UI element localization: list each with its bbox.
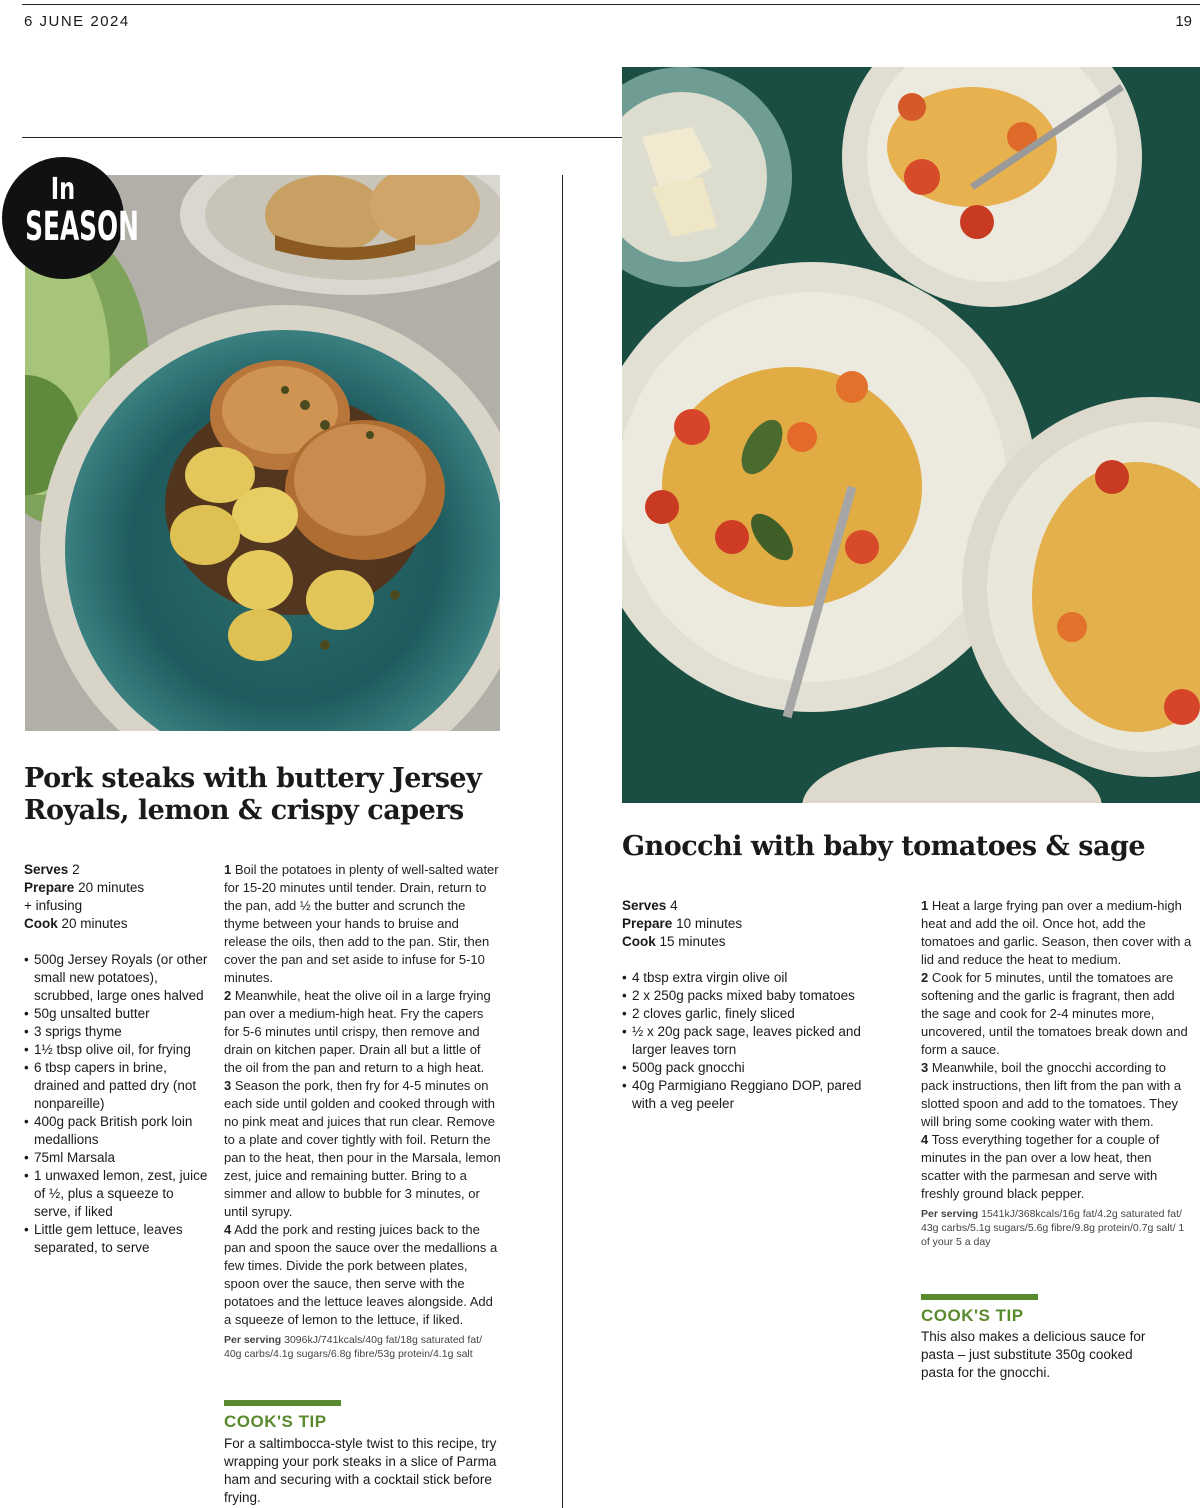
recipe2-tip-bar — [921, 1294, 1038, 1300]
ingredient-item: • 4 tbsp extra virgin olive oil — [622, 969, 877, 987]
ingredient-item: • 1½ tbsp olive oil, for frying — [24, 1041, 210, 1059]
column-divider — [562, 175, 563, 1508]
ingredient-item: • 500g Jersey Royals (or other small new potatoes), scrubbed, large ones halved — [24, 951, 210, 1005]
recipe1-nutrition: Per serving 3096kJ/741kcals/40g fat/18g saturated fat/ 40g carbs/4.1g sugars/6.8g fibre/53g protein/4.1g salt — [224, 1334, 483, 1360]
ingredient-item: • 75ml Marsala — [24, 1149, 210, 1167]
recipe2-ingredients — [622, 969, 877, 1113]
recipe1-tip-text: For a saltimbocca-style twist to this recipe, try wrapping your pork steaks in a slice of Parma ham and securing with a cocktail stick before frying. — [224, 1436, 497, 1505]
ingredient-item: • 6 tbsp capers in brine, drained and patted dry (not nonpareille) — [24, 1059, 210, 1113]
top-rule — [22, 4, 1200, 5]
recipe1-serves: Serves 2 — [24, 862, 80, 877]
recipe1-meta — [24, 861, 214, 933]
recipe2-tip-text: This also makes a delicious sauce for pasta – just substitute 350g cooked pasta for the gnocchi. — [921, 1329, 1146, 1380]
recipe2-prepare: Prepare 10 minutes — [622, 916, 743, 931]
ingredient-item: • 2 x 250g packs mixed baby tomatoes — [622, 987, 877, 1005]
recipe1-method — [224, 861, 502, 1361]
recipe2-nutrition: Per serving 1541kJ/368kcals/16g fat/4.2g saturated fat/ 43g carbs/5.1g sugars/5.6g fibre/9.8g protein/0.7g salt/ 1 of your 5 a day — [921, 1208, 1185, 1248]
method-step: 4 Add the pork and resting juices back to the pan and spoon the sauce over the medallions a few times. Divide the pork between plates, spoon over the sauce, then serve with the potatoes and the lettuce leaves alongside. Add a squeeze of lemon to the lettuce, if liked. — [224, 1222, 498, 1327]
ingredient-item: • Little gem lettuce, leaves separated, to serve — [24, 1221, 210, 1257]
ingredient-item: • 40g Parmigiano Reggiano DOP, pared with a veg peeler — [622, 1077, 877, 1113]
recipe2-title: Gnocchi with baby tomatoes & sage — [622, 831, 1146, 862]
method-step: 2 Cook for 5 minutes, until the tomatoes are softening and the garlic is fragrant, then add the sage and cook for 2-4 minutes more, uncovered, until the tomatoes break down and form a sauce. — [921, 970, 1188, 1057]
ingredient-item: • 50g unsalted butter — [24, 1005, 210, 1023]
recipe1-prepare: Prepare 20 minutes — [24, 880, 145, 895]
recipe1-title: Pork steaks with buttery Jersey Royals, lemon & crispy capers — [24, 763, 482, 826]
method-step: 4 Toss everything together for a couple of minutes in the pan over a low heat, then scatter with the parmesan and serve with freshly ground black pepper. — [921, 1132, 1160, 1201]
ingredient-item: • 1 unwaxed lemon, zest, juice of ½, plus a squeeze to serve, if liked — [24, 1167, 210, 1221]
gnocchi-photo — [622, 67, 1200, 803]
badge-in: In — [50, 172, 76, 207]
issue-date: 6 JUNE 2024 — [24, 13, 130, 30]
ingredient-item: • ½ x 20g pack sage, leaves picked and larger leaves torn — [622, 1023, 877, 1059]
ingredient-item: • 3 sprigs thyme — [24, 1023, 210, 1041]
method-step: 1 Boil the potatoes in plenty of well-salted water for 15-20 minutes until tender. Drain, return to the pan, add ½ the butter and scrunch the thyme between your hands to bruise and release the oils, then add to the pan. Stir, then cover the pan and set aside to infuse for 5-10 minutes. — [224, 862, 499, 985]
recipe2-serves: Serves 4 — [622, 898, 678, 913]
recipe1-ingredients — [24, 951, 210, 1257]
method-step: 1 Heat a large frying pan over a medium-high heat and add the oil. Once hot, add the tomatoes and garlic. Season, then cover with a lid and reduce the heat to medium. — [921, 898, 1192, 967]
recipe2-tip-title: COOK'S TIP — [921, 1306, 1024, 1325]
method-step: 3 Meanwhile, boil the gnocchi according to pack instructions, then lift from the pan with a slotted spoon and add to the tomatoes. They will bring some cooking water with them. — [921, 1060, 1182, 1129]
method-step: 2 Meanwhile, heat the olive oil in a large frying pan over a medium-high heat. Fry the capers for 5-6 minutes until crispy, then remove and drain on kitchen paper. Drain all but a little of the oil from the pan and return to a high heat. — [224, 988, 491, 1075]
recipe1-tip-title: COOK'S TIP — [224, 1412, 327, 1431]
ingredient-item: • 400g pack British pork loin medallions — [24, 1113, 210, 1149]
in-season-badge — [2, 157, 139, 279]
section-rule — [22, 137, 624, 138]
recipe1-cook: Cook 20 minutes — [24, 916, 128, 931]
recipe2-cook: Cook 15 minutes — [622, 934, 726, 949]
ingredient-item: • 2 cloves garlic, finely sliced — [622, 1005, 877, 1023]
recipe2-meta — [622, 897, 822, 951]
recipe1-prepare-extra: + infusing — [24, 898, 83, 913]
ingredient-item: • 500g pack gnocchi — [622, 1059, 877, 1077]
recipe1-tip-bar — [224, 1400, 341, 1406]
page-number: 19 — [1175, 13, 1192, 30]
badge-season: SEASON — [25, 204, 139, 250]
method-step: 3 Season the pork, then fry for 4-5 minutes on each side until golden and cooked through with no pink meat and juices that run clear. Remove to a plate and cover tightly with foil. Return the pan to the heat, then pour in the Marsala, lemon zest, juice and remaining butter. Bring to a simmer and allow to bubble for 3 minutes, or until syrupy. — [224, 1078, 501, 1219]
recipe2-method — [921, 897, 1193, 1249]
